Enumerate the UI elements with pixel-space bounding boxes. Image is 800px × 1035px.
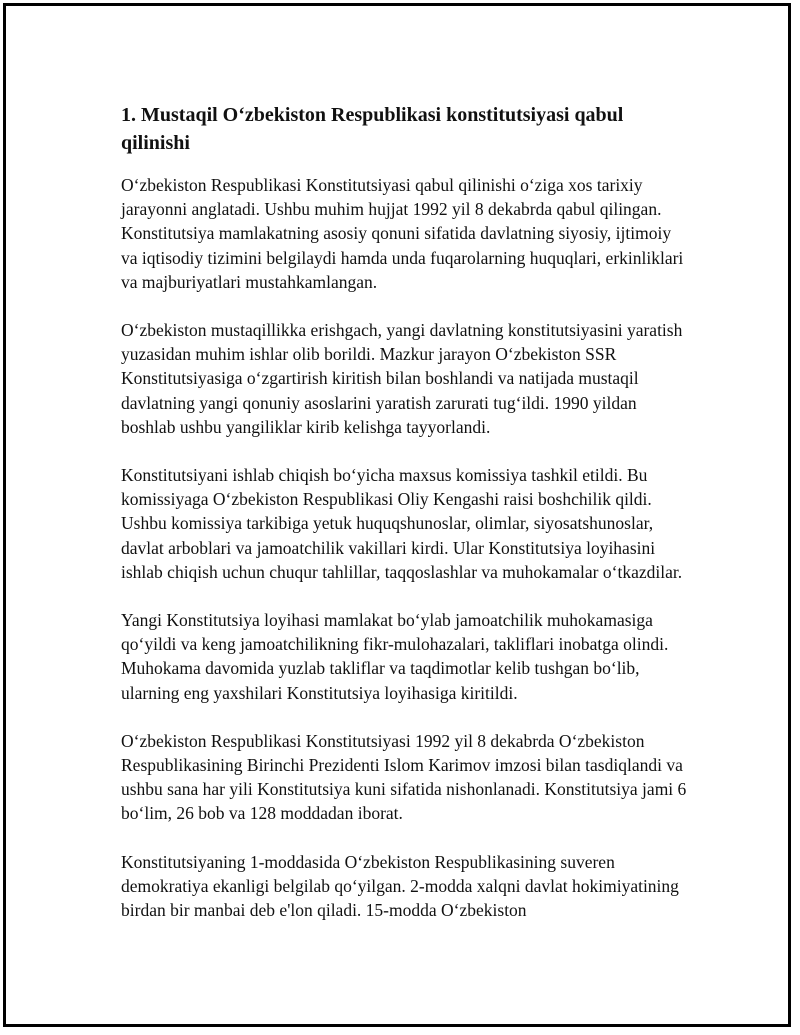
section-heading: 1. Mustaqil O‘zbekiston Respublikasi konstitutsiyasi qabul qilinishi: [121, 104, 624, 154]
paragraph-2: O‘zbekiston mustaqillikka erishgach, yangi davlatning konstitutsiyasini yaratish yuzasidan muhim ishlar olib borildi. Mazkur jarayon O‘zbekiston SSR Konstitutsiyasiga o‘zgartirish kiritish bilan boshlandi va natijada mustaqil davlatning yangi qonuniy asoslarini yaratish zarurati tug‘ildi. 1990 yildan boshlab ushbu yangiliklar kirib kelishga tayyorlandi.: [121, 320, 683, 437]
paragraph-6: Konstitutsiyaning 1-moddasida O‘zbekiston Respublikasining suveren demokratiya ekanligi belgilab qo‘yilgan. 2-modda xalqni davlat hokimiyatining birdan bir manbai deb e'lon qiladi. 15-modda O‘zbekiston: [121, 851, 679, 921]
paragraph-1: O‘zbekiston Respublikasi Konstitutsiyasi qabul qilinishi o‘ziga xos tarixiy jarayonni anglatadi. Ushbu muhim hujjat 1992 yil 8 dekabrda qabul qilingan. Konstitutsiya mamlakatning asosiy qonuni sifatida davlatning siyosiy, ijtimoiy va iqtisodiy tizimini belgilaydi hamda unda fuqarolarning huquqlari, erkinliklari va majburiyatlari mustahkamlangan.: [121, 175, 684, 292]
document-body: [121, 101, 691, 946]
paragraph-4: Yangi Konstitutsiya loyihasi mamlakat bo‘ylab jamoatchilik muhokamasiga qo‘yildi va keng jamoatchilikning fikr-mulohazalari, takliflari inobatga olindi. Muhokama davomida yuzlab takliflar va taqdimotlar kelib tushgan bo‘lib, ularning eng yaxshilari Konstitutsiya loyihasiga kiritildi.: [121, 610, 669, 703]
page-frame: [3, 3, 791, 1027]
paragraph-5: O‘zbekiston Respublikasi Konstitutsiyasi 1992 yil 8 dekabrda O‘zbekiston Respublikasining Birinchi Prezidenti Islom Karimov imzosi bilan tasdiqlandi va ushbu sana har yili Konstitutsiya kuni sifatida nishonlanadi. Konstitutsiya jami 6 bo‘lim, 26 bob va 128 moddadan iborat.: [121, 730, 687, 824]
paragraph-3: Konstitutsiyani ishlab chiqish bo‘yicha maxsus komissiya tashkil etildi. Bu komissiyaga O‘zbekiston Respublikasi Oliy Kengashi raisi boshchilik qildi. Ushbu komissiya tarkibiga yetuk huquqshunoslar, olimlar, siyosatshunoslar, davlat arboblari va jamoatchilik vakillari kirdi. Ular Konstitutsiya loyihasini ishlab chiqish uchun chuqur tahlillar, taqqoslashlar va muhokamalar o‘tkazdilar.: [121, 465, 683, 582]
